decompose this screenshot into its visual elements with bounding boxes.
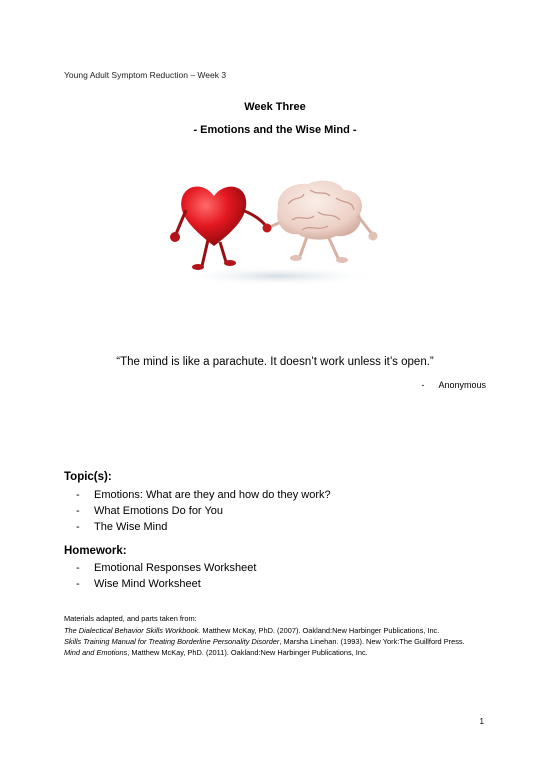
reference-details: , Matthew McKay, PhD. (2011). Oakland:New Harbinger Publications, Inc. (127, 648, 368, 657)
quote-text: “The mind is like a parachute. It doesn’t work unless it’s open.” (116, 356, 434, 368)
page-subtitle: - Emotions and the Wise Mind - (193, 124, 357, 136)
list-item: - The Wise Mind (76, 521, 168, 533)
reference-item (64, 625, 490, 636)
page-title: Week Three (244, 101, 306, 113)
list-item: - Emotional Responses Worksheet (76, 562, 257, 574)
list-item: - Emotions: What are they and how do they work? (76, 489, 331, 501)
materials-intro: Materials adapted, and parts taken from: (64, 614, 197, 623)
topics-list (76, 487, 331, 535)
heart-holding-hands-with-brain-icon (168, 176, 388, 288)
topic-item: Emotions: What are they and how do they work? (94, 489, 331, 501)
list-item: - Wise Mind Worksheet (76, 578, 201, 590)
reference-item (64, 647, 490, 658)
reference-details: , Marsha Linehan. (1993). New York:The Guillford Press. (279, 637, 465, 646)
list-item: - What Emotions Do for You (76, 505, 224, 517)
reference-item (64, 636, 490, 647)
reference-title: Mind and Emotions (64, 648, 128, 657)
topic-item: The Wise Mind (94, 521, 168, 533)
homework-item: Emotional Responses Worksheet (94, 562, 257, 574)
reference-details: Matthew McKay, PhD. (2007). Oakland:New Harbinger Publications, Inc. (200, 626, 440, 635)
homework-list (76, 560, 256, 592)
running-header: Young Adult Symptom Reduction – Week 3 (64, 70, 227, 80)
attribution-name: Anonymous (438, 380, 486, 390)
homework-item: Wise Mind Worksheet (94, 578, 201, 590)
quote-attribution (421, 380, 486, 390)
references (64, 625, 490, 658)
reference-title: Skills Training Manual for Treating Borderline Personality Disorder (64, 637, 280, 646)
topics-heading: Topic(s): (64, 471, 112, 483)
topic-item: What Emotions Do for You (94, 505, 224, 517)
homework-heading: Homework: (64, 545, 127, 557)
reference-title: The Dialectical Behavior Skills Workbook. (64, 626, 201, 635)
page-number: 1 (479, 717, 484, 726)
attribution-dash: - (421, 380, 425, 390)
